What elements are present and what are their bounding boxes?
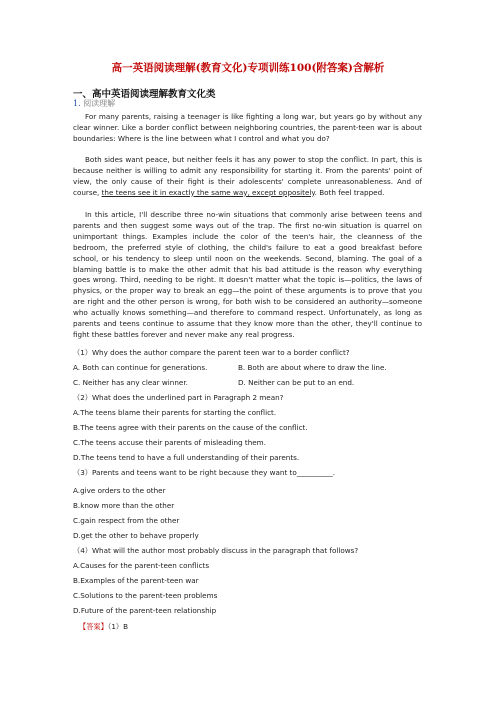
answer-text: （1）B [107, 622, 129, 631]
q1-option-d: D. Neither can be put to an end. [238, 378, 355, 387]
q3-option-a: A.give orders to the other [73, 486, 166, 495]
question-1-stem: （1）Why does the author compare the parent teen war to a border conflict? [73, 348, 350, 357]
item-header [73, 98, 115, 109]
item-label: 阅读理解 [83, 99, 116, 108]
question-2-stem: （2）What does the underlined part in Paragraph 2 mean? [73, 393, 284, 402]
question-4-stem: （4）What will the author most probably discuss in the paragraph that follows? [73, 546, 359, 555]
q1-option-b: B. Both are about where to draw the line. [238, 363, 387, 372]
paragraph-2 [73, 155, 422, 199]
paragraph-1: For many parents, raising a teenager is like fighting a long war, but years go by without any clear winner. Like a border conflict between neighboring countries, the parent-teen war is about boundaries: Where is the line between what I control and what you do? [73, 112, 422, 143]
paragraph-2-text-b: . Both feel trapped. [314, 187, 385, 197]
paragraph-3: In this article, I'll describe three no-win situations that commonly arise between teens and parents and then suggest some ways out of the trap. The first no-win situation is quarrel on unimportant things. Examples include the color of the teen's hair, the cleanness of the bedroom, the preferred style of clothing, the child's failure to eat a good breakfast before school, or his tendency to sleep until noon on the weekends. Second, blaming. The goal of a blaming battle is to make the other admit that his bad attitude is the reason why everything goes wrong. Third, needing to be right. It doesn't matter what the topic is—politics, the laws of physics, or the proper way to break an egg—the point of these arguments is to prove that you are right and the other person is wrong, for both wish to be considered an authority—someone who actually knows something—and therefore to command respect. Unfortunately, as long as parents and teens continue to assume that they know more than the other, they'll continue to fight these battles forever and never make any real progress. [73, 210, 422, 339]
q1-option-c: C. Neither has any clear winner. [73, 378, 188, 387]
q3-option-b: B.know more than the other [73, 501, 175, 510]
q2-option-d: D.The teens tend to have a full understanding of their parents. [73, 453, 300, 462]
answer-label: 【答案】 [79, 622, 108, 631]
q3-option-d: D.get the other to behave properly [73, 531, 199, 540]
section-heading: 一、高中英语阅读理解教育文化类 [73, 89, 216, 100]
q4-option-b: B.Examples of the parent-teen war [73, 576, 199, 585]
paragraph-2-text-a: Both sides want peace, but neither feels it has any power to stop the conflict. In part, this is because neither is willing to admit any responsibility for starting it. From the parents' point of view, the only cause of their fight is their adolescents' complete unreasonableness. And of course, [73, 155, 422, 197]
q2-option-c: C.The teens accuse their parents of misleading them. [73, 438, 266, 447]
q4-option-d: D.Future of the parent-teen relationship [73, 606, 217, 615]
q2-option-b: B.The teens agree with their parents on the cause of the conflict. [73, 423, 308, 432]
q1-option-a: A. Both can continue for generations. [73, 363, 208, 372]
item-number: 1. [73, 99, 81, 108]
q2-option-a: A.The teens blame their parents for starting the conflict. [73, 408, 277, 417]
q4-option-c: C.Solutions to the parent-teen problems [73, 591, 218, 600]
question-3-stem: （3）Parents and teens want to be right because they want to__________. [73, 468, 335, 477]
q3-option-c: C.gain respect from the other [73, 516, 180, 525]
answer-line [79, 622, 128, 632]
document-title: 高一英语阅读理解(教育文化)专项训练100(附答案)含解析 [111, 62, 385, 74]
underlined-part: the teens see it in exactly the same way, except oppositely [101, 187, 315, 197]
q4-option-a: A.Causes for the parent-teen conflicts [73, 561, 210, 570]
